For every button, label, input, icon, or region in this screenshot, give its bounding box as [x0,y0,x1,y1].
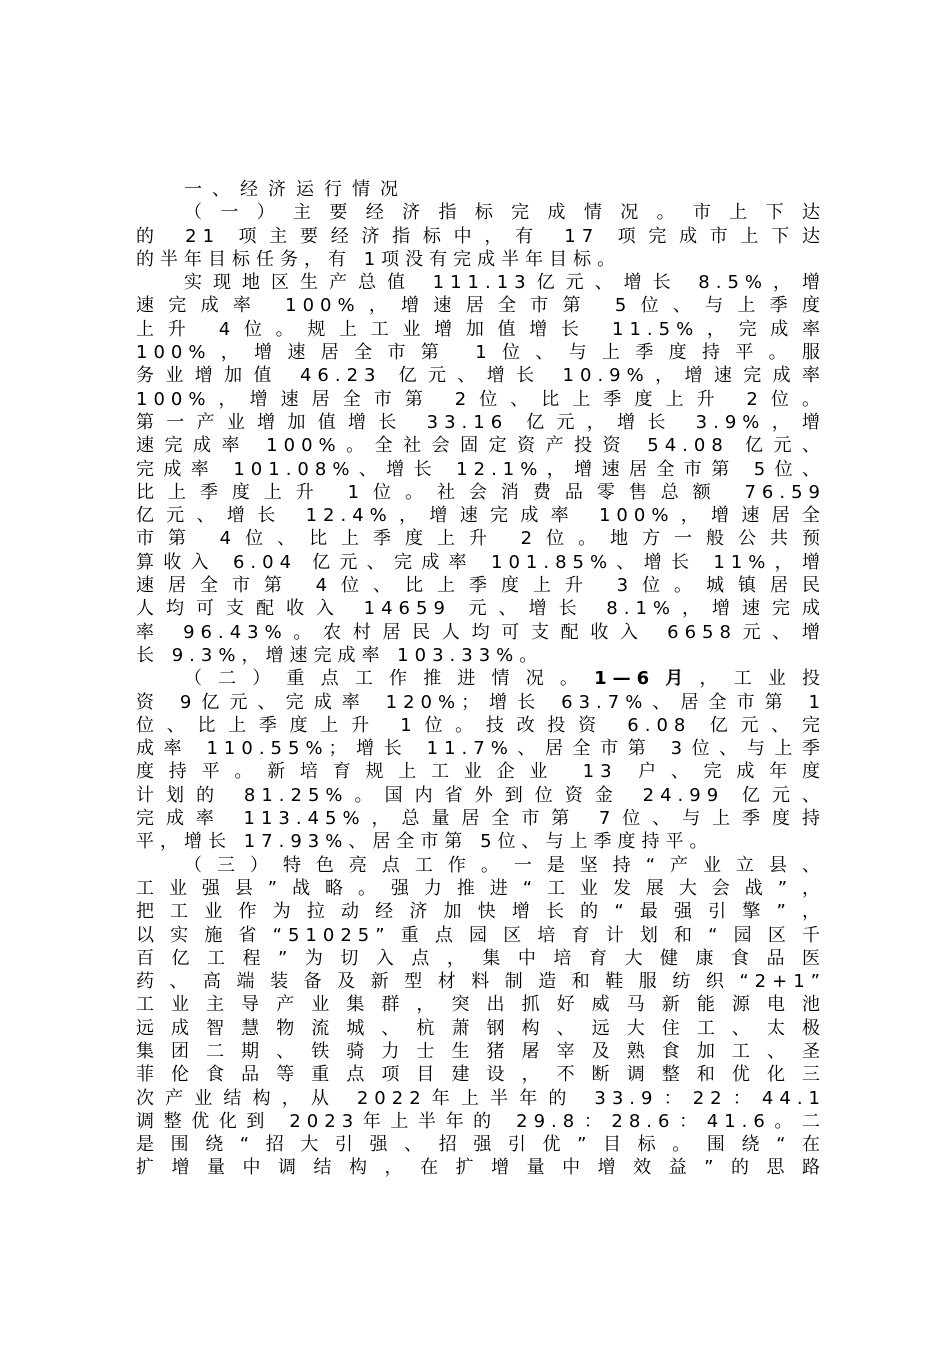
text-line: 速居全市第 4位、比上季度上升 3位。城镇居民 [136,575,826,597]
text-line: 完成率 113.45%，总量居全市第 7位、与上季度持 [136,808,826,830]
paragraph-gdp-stats [136,271,826,667]
text-line: 的半年目标任务，有 1项没有完成半年目标。 [136,248,622,270]
text-line: 实现地区生产总值 111.13亿元、增长 8.5%，增 [184,272,826,294]
text-line: 平，增长 17.93%、居全市第 5位、与上季度持平。 [136,831,714,853]
text-line: 算收入 6.04 亿元、完成率 101.85%、增长 11%，增 [136,551,826,573]
text-line: 务业增加值 46.23 亿元、增长 10.9%，增速完成率 [136,365,826,387]
section-heading: 一、经济运行情况 [184,179,408,200]
text-line: 长 9.3%，增速完成率 103.33%。 [136,644,544,666]
text-line: 资 9亿元、完成率 120%；增长 63.7%、居全市第 1 [136,691,826,713]
text-line: （三）特色亮点工作。一是坚持“产业立县、 [184,854,826,876]
text-segment: （二）重点工作推进情况。 [184,668,595,690]
document-body [136,178,826,1180]
text-line: 工业主导产业集群，突出抓好威马新能源电池 [136,994,826,1016]
text-line: 100%，增速居全市第 2位、比上季度上升 2位。 [136,388,826,410]
text-line: 调整优化到 2023年上半年的 29.8：28.6：41.6。二 [136,1110,826,1132]
text-line: 工业强县”战略。强力推进“工业发展大会战”， [136,877,826,899]
text-line: 100%，增速居全市第 1位、与上季度持平。服 [136,342,826,364]
text-line: 菲伦食品等重点项目建设，不断调整和优化三 [136,1064,826,1086]
text-line: 亿元、增长 12.4%，增速完成率 100%，增速居全 [136,505,826,527]
bold-date-range: 1—6月 [594,668,700,690]
text-line: 度持平。新培育规上工业企业 13 户、完成年度 [136,761,826,783]
text-line: 速完成率 100%。全社会固定资产投资 54.08 亿元、 [136,435,826,457]
paragraph-main-indicators [136,201,826,271]
text-line: 人均可支配收入 14659 元、增长 8.1%，增速完成 [136,598,826,620]
paragraph-highlights [136,854,826,1180]
text-line: 集团二期、铁骑力士生猪屠宰及熟食加工、圣 [136,1040,826,1062]
text-line: 市第 4位、比上季度上升 2位。地方一般公共预 [136,528,826,550]
text-line: 计划的 81.25%。国内省外到位资金 24.99 亿元、 [136,784,826,806]
paragraph-key-work [136,667,826,853]
text-segment: ，工业投 [699,668,827,690]
text-line: 上升 4位。规上工业增加值增长 11.5%，完成率 [136,318,826,340]
text-line: 以实施省“51025”重点园区培育计划和“园区千 [136,924,826,946]
text-line: 百亿工程”为切入点，集中培育大健康食品医 [136,947,826,969]
text-line: 药、高端装备及新型材料制造和鞋服纺织“2+1” [136,971,826,993]
text-line: 比上季度上升 1位。社会消费品零售总额 76.59 [136,481,826,503]
text-line [136,667,826,690]
text-line: 率 96.43%。农村居民人均可支配收入 6658元、增 [136,621,826,643]
text-line: 是围绕“招大引强、招强引优”目标。围绕“在 [136,1134,826,1156]
text-line: 位、比上季度上升 1位。技改投资 6.08 亿元、完 [136,714,826,736]
text-line: 次产业结构，从 2022年上半年的 33.9：22：44.1 [136,1087,826,1109]
text-line: 把工业作为拉动经济加快增长的“最强引擎”， [136,901,826,923]
text-line: 的 21 项主要经济指标中，有 17 项完成市上下达 [136,225,826,247]
text-line: 远成智慧物流城、杭萧钢构、远大住工、太极 [136,1017,826,1039]
text-line: 完成率 101.08%、增长 12.1%，增速居全市第 5位、 [136,458,826,480]
text-line: 成率 110.55%；增长 11.7%、居全市第 3位、与上季 [136,738,826,760]
text-line: 速完成率 100%，增速居全市第 5位、与上季度 [136,295,826,317]
text-line: 第一产业增加值增长 33.16 亿元，增长 3.9%，增 [136,411,826,433]
text-line: （一）主要经济指标完成情况。市上下达 [184,202,826,224]
text-line: 扩增量中调结构，在扩增量中增效益”的思路 [136,1157,826,1179]
